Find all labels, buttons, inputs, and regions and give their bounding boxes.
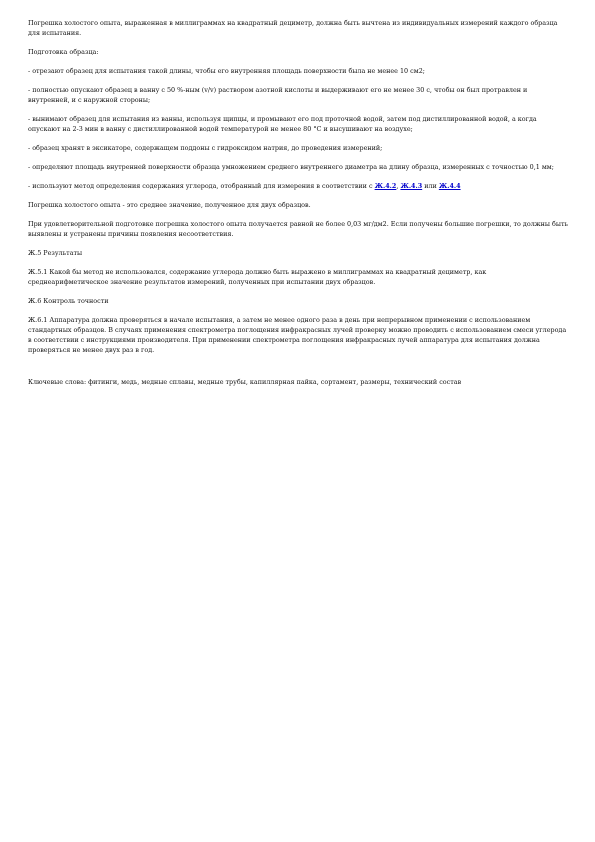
bullet-method <box>28 181 568 191</box>
spacer <box>28 287 568 296</box>
spacer <box>28 306 568 315</box>
link-zh-4-3[interactable]: Ж.4.3 <box>400 182 423 190</box>
spacer <box>28 105 568 114</box>
paragraph-satisfactory: При удовлетворительной подготовке погрешка холостого опыта получается равной не более 0,03 мг/дм2. Если получены большие погрешки, то должны быть выявлены и устранены причины появления несоответствия. <box>28 220 568 238</box>
bullet-rinse-dry: - вынимают образец для испытания из ванны, используя щипцы, и промывают его под проточной водой, затем под дистиллированной водой, а когда опускают на 2-3 мин в ванну с дистиллированной водой температурой не менее 80 °С и высушивают на воздухе; <box>28 115 537 133</box>
bullet-method-text: - используют метод определения содержания углерода, отобранный для измерения в соответствии с <box>28 182 373 190</box>
spacer <box>28 210 568 219</box>
spacer <box>28 76 568 85</box>
paragraph-results: Ж.5.1 Какой бы метод не использовался, содержание углерода должно быть выражено в миллиграммах на квадратный дециметр, как среднеарифметическое значение результатов измерений, полученных при испытании двух образцов. <box>28 268 487 286</box>
bullet-measure-area: - определяют площадь внутренней поверхности образца умножением среднего внутреннего диаметра на длину образца, измеренных с точностью 0,1 мм; <box>28 163 554 171</box>
document-body <box>28 18 568 387</box>
link-separator-or: или <box>424 182 437 190</box>
bullet-acid-bath: - полностью опускают образец в ванну с 50 %-ным (v/v) раствором азотной кислоты и выдерживают его не менее 30 с, чтобы он был протравлен и внутренней, и с наружной стороны; <box>28 86 528 104</box>
spacer <box>28 239 568 248</box>
link-separator: , <box>396 182 399 190</box>
bullet-cut-sample: - отрезают образец для испытания такой длины, чтобы его внутренняя площадь поверхности была не менее 10 см2; <box>28 67 425 75</box>
keywords: Ключевые слова: фитинги, медь, медные сплавы, медные трубы, капиллярная пайка, сортамент, размеры, технический состав <box>28 378 462 386</box>
bullet-desiccator: - образец хранят в эксикаторе, содержащем поддоны с гидроксидом натрия, до проведения измерений; <box>28 144 383 152</box>
link-zh-4-2[interactable]: Ж.4.2 <box>374 182 397 190</box>
spacer <box>28 38 568 47</box>
spacer <box>28 258 568 267</box>
paragraph-accuracy: Ж.6.1 Аппаратура должна проверяться в начале испытания, а затем не менее одного раза в день при непрерывном применении с использованием стандартных образцов. В случаях применения спектрометра поглощения инфракрасных лучей проверку можно проводить с использованием смеси углерода в соответствии с инструкциями производителя. При применении спектрометра поглощения инфракрасных лучей аппаратура для испытания должна проверяться не менее двух раз в год. <box>28 316 567 354</box>
heading-accuracy: Ж.6 Контроль точности <box>28 297 109 305</box>
sample-prep-title: Подготовка образца: <box>28 48 99 56</box>
heading-results: Ж.5 Результаты <box>28 249 83 257</box>
spacer <box>28 191 568 200</box>
paragraph-blank-correction: Погрешка холостого опыта, выраженная в миллиграммах на квадратный дециметр, должна быть вычтена из индивидуальных измерений каждого образца для испытания. <box>28 19 558 37</box>
spacer <box>28 57 568 66</box>
spacer <box>28 153 568 162</box>
spacer <box>28 172 568 181</box>
paragraph-blank-value: Погрешка холостого опыта - это среднее значение, полученное для двух образцов. <box>28 201 311 209</box>
spacer <box>28 134 568 143</box>
link-zh-4-4[interactable]: Ж.4.4 <box>438 182 461 190</box>
spacer <box>28 355 568 377</box>
